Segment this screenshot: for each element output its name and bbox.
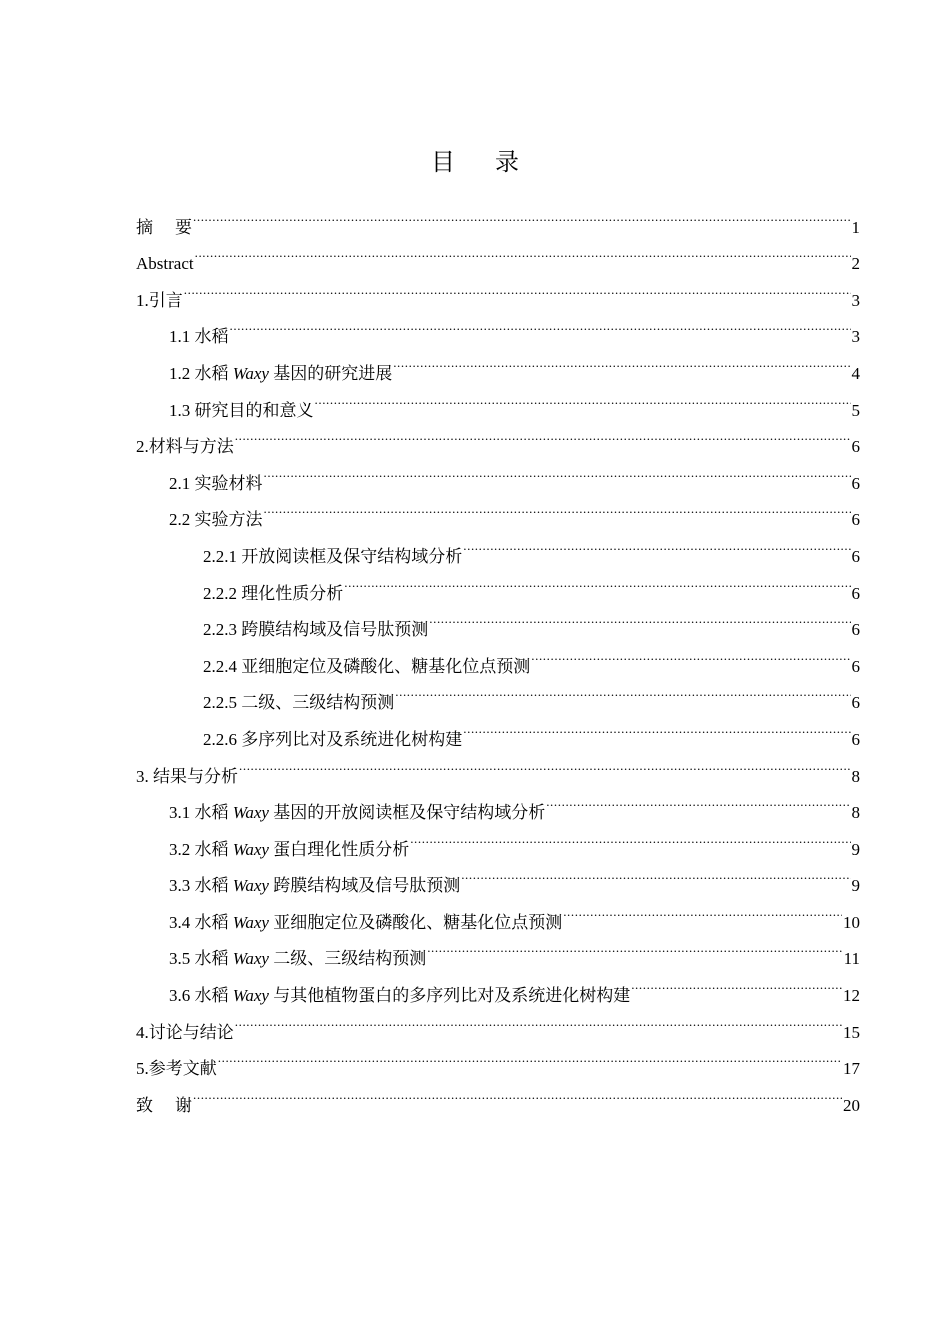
toc-dot-leader xyxy=(230,306,851,343)
toc-label-text: 2.1 实验材料 xyxy=(169,473,263,493)
toc-page-number: 8 xyxy=(851,803,860,823)
toc-page-number: 6 xyxy=(851,583,860,603)
toc-entry[interactable] xyxy=(136,1074,860,1115)
toc-dot-leader xyxy=(193,1074,842,1111)
toc-page-number: 9 xyxy=(851,839,860,859)
toc-entry[interactable] xyxy=(136,1001,860,1042)
toc-page-number: 6 xyxy=(851,546,860,566)
toc-entry[interactable] xyxy=(136,269,860,310)
toc-dot-leader xyxy=(563,891,842,928)
toc-page-number: 1 xyxy=(851,217,860,237)
toc-dot-leader xyxy=(631,964,842,1001)
toc-entry-label xyxy=(169,319,229,356)
toc-page-number: 6 xyxy=(851,729,860,749)
toc-page-number: 6 xyxy=(851,656,860,676)
toc-entry[interactable] xyxy=(136,745,860,786)
toc-dot-leader xyxy=(218,1038,842,1075)
toc-label-text: 基因的研究进展 xyxy=(273,363,393,383)
toc-entry[interactable] xyxy=(136,416,860,457)
toc-page-number: 17 xyxy=(843,1059,860,1079)
toc-entry-label xyxy=(136,210,192,247)
toc-dot-leader xyxy=(239,745,851,782)
toc-dot-leader xyxy=(427,928,842,965)
toc-dot-leader xyxy=(315,379,851,416)
toc-label-text: 5.参考文献 xyxy=(136,1059,217,1079)
toc-page-number: 11 xyxy=(843,949,860,969)
toc-label-text: 1.1 水稻 xyxy=(169,327,229,347)
toc-page-number: 9 xyxy=(851,876,860,896)
toc-entry-label xyxy=(136,759,238,796)
toc-label-gene-name: Waxy xyxy=(232,803,269,823)
toc-label-char: 谢 xyxy=(175,1095,192,1115)
toc-page-number: 10 xyxy=(843,912,860,932)
toc-dot-leader xyxy=(264,489,851,526)
toc-label-gene-name: Waxy xyxy=(232,876,269,896)
toc-entry-label xyxy=(203,685,394,722)
toc-dot-leader xyxy=(395,672,850,709)
toc-label-text: 3.4 水稻 xyxy=(169,912,229,932)
toc-entry[interactable] xyxy=(136,306,860,347)
toc-entry[interactable] xyxy=(136,1038,860,1079)
toc-page-number: 15 xyxy=(843,1022,860,1042)
toc-dot-leader xyxy=(193,196,851,233)
toc-dot-leader xyxy=(184,269,851,306)
toc-page-number: 3 xyxy=(851,327,860,347)
toc-label-gene-name: Waxy xyxy=(232,363,269,383)
toc-dot-leader xyxy=(429,599,850,636)
title-char-1: 目 xyxy=(431,150,455,176)
toc-page-number: 5 xyxy=(851,400,860,420)
toc-label-text: 1.2 水稻 xyxy=(169,363,229,383)
toc-page-number: 6 xyxy=(851,473,860,493)
title-char-2: 录 xyxy=(495,150,519,176)
toc-label-gene-name: Waxy xyxy=(232,986,269,1006)
toc-label-text: 基因的开放阅读框及保守结构域分析 xyxy=(273,803,546,823)
toc-label-text: 2.2.5 二级、三级结构预测 xyxy=(203,693,395,713)
toc-entry-label xyxy=(169,941,426,978)
toc-label-gene-name: Waxy xyxy=(232,912,269,932)
toc-label-gene-name: Waxy xyxy=(232,949,269,969)
toc-entry-label xyxy=(203,576,343,613)
toc-label-char: 致 xyxy=(136,1095,153,1115)
toc-label-text: 3.1 水稻 xyxy=(169,803,229,823)
toc-label-text: 2.2.1 开放阅读框及保守结构域分析 xyxy=(203,546,463,566)
toc-label-text: 3.6 水稻 xyxy=(169,986,229,1006)
toc-page-number: 3 xyxy=(851,290,860,310)
toc-entry-label xyxy=(169,868,460,905)
toc-dot-leader xyxy=(195,233,851,270)
toc-page-number: 6 xyxy=(851,510,860,530)
toc-label-text: 3.3 水稻 xyxy=(169,876,229,896)
toc-entry[interactable] xyxy=(136,196,860,237)
toc-dot-leader xyxy=(264,452,851,489)
toc-entry-label xyxy=(169,502,263,539)
toc-page-number: 20 xyxy=(843,1095,860,1115)
toc-label-text: 二级、三级结构预测 xyxy=(273,949,427,969)
toc-entry-label xyxy=(203,612,428,649)
toc-dot-leader xyxy=(235,416,851,453)
toc-label-text: 与其他植物蛋白的多序列比对及系统进化树构建 xyxy=(273,986,631,1006)
toc-dot-leader xyxy=(235,1001,842,1038)
toc-dot-leader xyxy=(393,342,850,379)
toc-entry[interactable] xyxy=(136,782,860,823)
toc-label-text: 2.材料与方法 xyxy=(136,437,234,457)
toc-dot-leader xyxy=(463,708,850,745)
toc-label-text: 4.讨论与结论 xyxy=(136,1022,234,1042)
toc-entry-label xyxy=(136,1088,192,1125)
toc-page-number: 8 xyxy=(851,766,860,786)
toc-label-text: 3.2 水稻 xyxy=(169,839,229,859)
toc-entry-label xyxy=(136,429,234,466)
toc-page-number: 6 xyxy=(851,620,860,640)
toc-entry-label xyxy=(136,283,183,320)
toc-label-text: 3. 结果与分析 xyxy=(136,766,238,786)
toc-label-text: 亚细胞定位及磷酸化、糖基化位点预测 xyxy=(273,912,563,932)
toc-page-number: 4 xyxy=(851,363,860,383)
toc-label-text: 2.2 实验方法 xyxy=(169,510,263,530)
toc-label-text: 2.2.6 多序列比对及系统进化树构建 xyxy=(203,729,463,749)
toc-label-gene-name: Waxy xyxy=(232,839,269,859)
toc-label-char: 要 xyxy=(175,217,192,237)
toc-label-text: 2.2.3 跨膜结构域及信号肽预测 xyxy=(203,620,429,640)
toc-page-number: 2 xyxy=(851,254,860,274)
toc-label-text: 2.2.2 理化性质分析 xyxy=(203,583,344,603)
toc-entry-label xyxy=(169,832,409,869)
toc-page-number: 6 xyxy=(851,437,860,457)
toc-dot-leader xyxy=(463,525,850,562)
page-title xyxy=(0,146,950,180)
toc-dot-leader xyxy=(546,782,850,819)
toc-label-text: 1.引言 xyxy=(136,290,183,310)
toc-page-number: 12 xyxy=(843,986,860,1006)
toc-dot-leader xyxy=(344,562,850,599)
toc-label-text: 3.5 水稻 xyxy=(169,949,229,969)
toc-label-char: 摘 xyxy=(136,217,153,237)
toc-page-number: 6 xyxy=(851,693,860,713)
toc-label-text: 蛋白理化性质分析 xyxy=(273,839,410,859)
toc-entry[interactable] xyxy=(136,342,860,383)
toc-entry[interactable] xyxy=(136,452,860,493)
toc-dot-leader xyxy=(410,818,850,855)
toc-label-text: 2.2.4 亚细胞定位及磷酸化、糖基化位点预测 xyxy=(203,656,531,676)
toc-label-text: Abstract xyxy=(136,254,194,274)
toc-entry[interactable] xyxy=(136,233,860,274)
toc-entry-label xyxy=(169,466,263,503)
table-of-contents xyxy=(136,196,860,1115)
toc-label-text: 1.3 研究目的和意义 xyxy=(169,400,314,420)
toc-dot-leader xyxy=(531,635,850,672)
toc-label-text: 跨膜结构域及信号肽预测 xyxy=(273,876,461,896)
toc-dot-leader xyxy=(461,855,850,892)
